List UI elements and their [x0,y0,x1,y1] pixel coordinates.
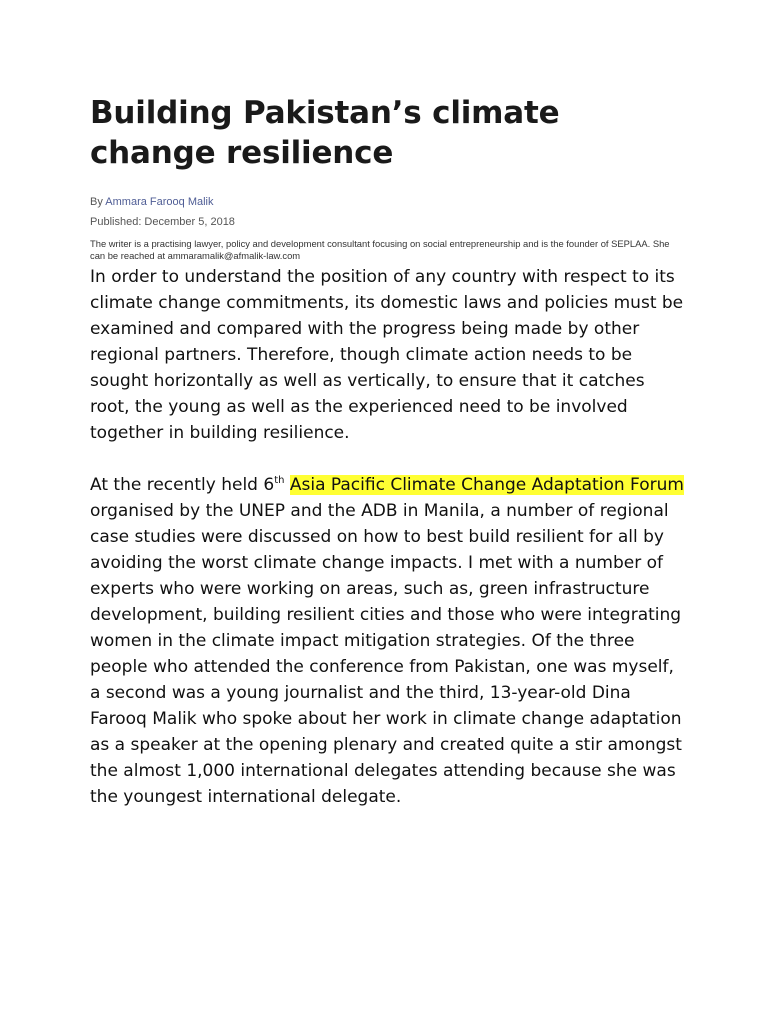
byline [90,195,690,209]
ordinal-suffix: th [274,475,285,486]
paragraph-1: In order to understand the position of any country with respect to its climate change commitments, its domestic laws and policies must be examined and compared with the progress being made by other regional partners. Therefore, though climate action needs to be sought horizontally as well as vertically, to ensure that it catches root, the young as well as the experienced need to be involved together in building resilience. [90,267,684,443]
author-bio: The writer is a practising lawyer, policy and development consultant focusing on social entrepreneurship and is the founder of SEPLAA. She can be reached at ammaramalik@afmalik-law.com [90,238,670,261]
author-link[interactable]: Ammara Farooq Malik [105,196,214,208]
paragraph-2-rest: organised by the UNEP and the ADB in Manila, a number of regional case studies were discussed on how to best build resilient for all by avoiding the worst climate change impacts. I met with a number of experts who were working on areas, such as, green infrastructure development, building resilient cities and those who were integrating women in the climate impact mitigation strategies. Of the three people who attended the conference from Pakistan, one was myself, a second was a young journalist and the third, 13-year-old Dina Farooq Malik who spoke about her work in climate change adaptation as a speaker at the opening plenary and created quite a stir amongst the almost 1,000 international delegates attending because she was the youngest international delegate. [90,501,682,807]
article [90,0,690,810]
byline-prefix: By [90,196,103,208]
highlighted-forum-name: Asia Pacific Climate Change Adaptation Forum [289,475,684,495]
article-title: Building Pakistan’s climate change resilience [90,95,560,171]
paragraph-2-lead: At the recently held 6 [90,475,275,495]
paragraph-2 [90,472,686,810]
published-date: Published: December 5, 2018 [90,216,235,228]
